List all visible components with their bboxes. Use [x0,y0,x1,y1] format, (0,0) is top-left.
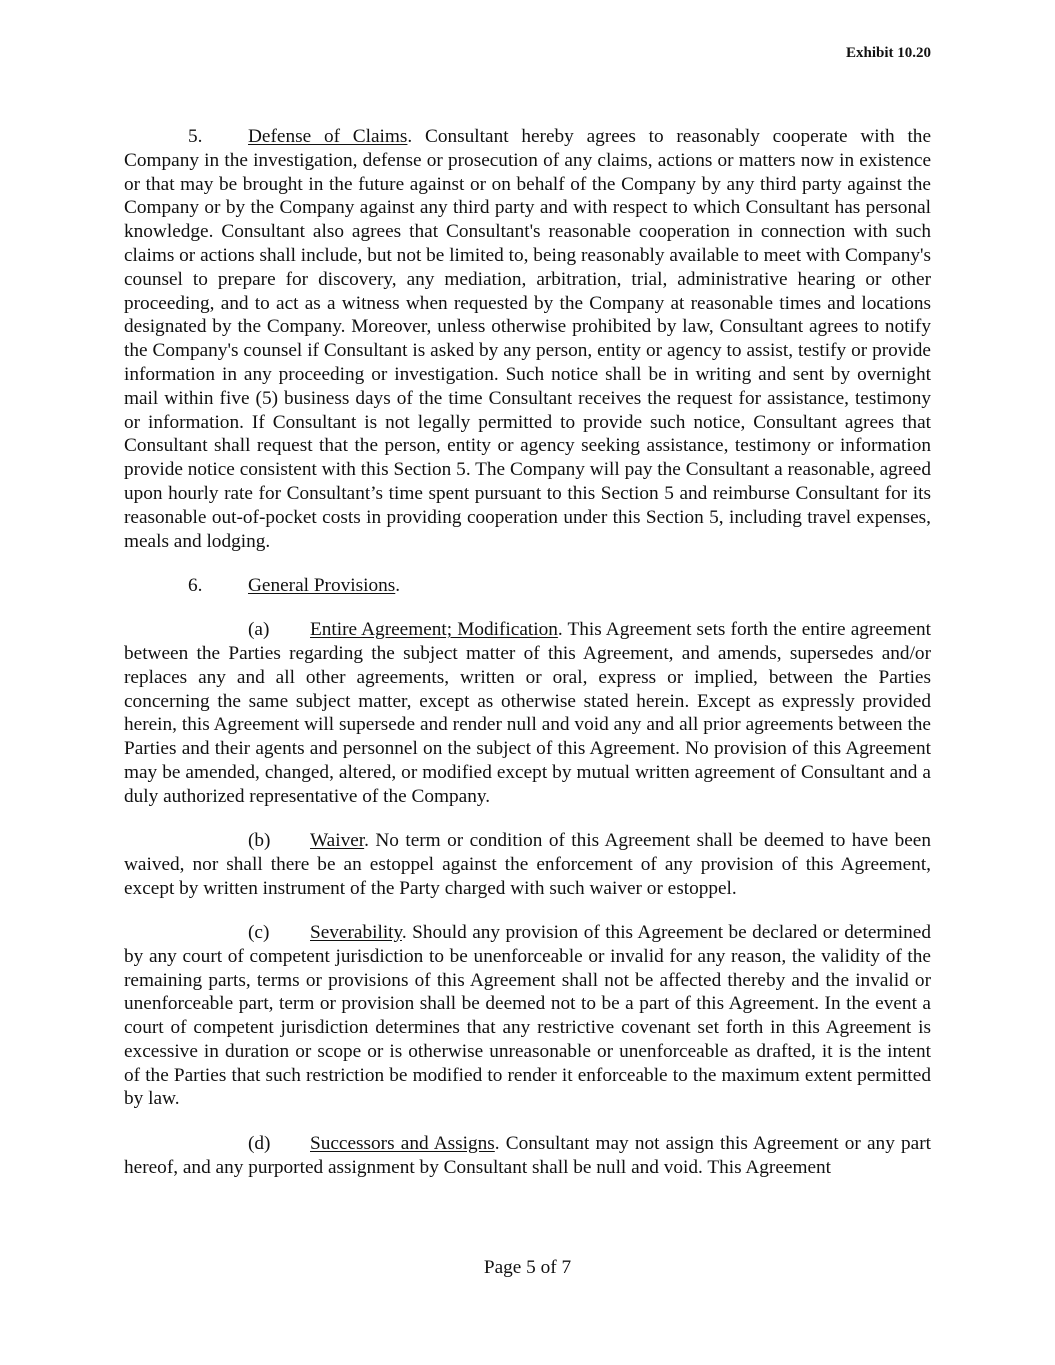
section-6-title-punct: . [395,574,401,596]
document-body [124,125,931,1200]
section-6a-text: This Agreement sets forth the entire agreement between the Parties regarding the subject matter of this Agreement, and amends, supersedes and/or replaces any and all other agreements, written or oral, express or implied, between the Parties concerning the same subject matter, except as otherwise stated herein. Except as expressly provided herein, this Agreement will supersede and render null and void any and all prior agreements between the Parties and their agents and personnel on the subject of this Agreement. No provision of this Agreement may be amended, changed, altered, or modified except by mutual written agreement of Consultant and a duly authorized representative of the Company. [124,619,931,807]
section-6b-title-punct: . [364,830,369,852]
section-6a-number: (a) [248,619,270,641]
section-5-title-punct: . [407,126,413,147]
section-6b-title: Waiver [310,830,365,852]
section-5-paragraph [124,125,931,553]
section-6b-number: (b) [248,830,271,852]
section-6c-number: (c) [248,921,270,943]
section-6b-text: No term or condition of this Agreement shall be deemed to have been waived, nor shall there be an estoppel against the enforcement of any provision of this Agreement, except by written instrument of the Party charged with such waiver or estoppel. [124,830,931,899]
section-6d-paragraph [124,1132,931,1180]
section-6d-text: Consultant may not assign this Agreement or any part hereof, and any purported assignment by Consultant shall be null and void. This Agreement [124,1132,931,1178]
section-6a-title: Entire Agreement; Modification [310,619,558,641]
section-6d-title-punct: . [494,1132,500,1154]
section-6c-paragraph [124,921,931,1111]
section-6a-title-punct: . [557,619,563,641]
section-6-heading [124,574,931,598]
section-6a-paragraph [124,618,931,808]
section-6d-number: (d) [248,1132,271,1154]
section-5-title: Defense of Claims [248,126,408,147]
section-5-number: 5. [188,126,203,147]
section-6c-title: Severability [310,921,402,943]
section-6d-title: Successors and Assigns [310,1132,495,1154]
section-6b-paragraph [124,829,931,900]
section-6c-title-punct: . [401,921,407,943]
exhibit-label: Exhibit 10.20 [845,45,931,61]
section-6-number: 6. [188,574,203,596]
section-6-title: General Provisions [248,574,396,596]
page-number: Page 5 of 7 [483,1257,572,1278]
section-5-text: Consultant hereby agrees to reasonably cooperate with the Company in the investigation, defense or prosecution of any claims, actions or matters now in existence or that may be brought in the future against or on behalf of the Company by any third party against the Company or by the Company against any third party and with respect to which Consultant has personal knowledge. Consultant also agrees that Consultant's reasonable cooperation in connection with such claims or actions shall include, but not be limited to, being reasonably available to meet with Company's counsel to prepare for discovery, any mediation, arbitration, trial, administrative hearing or other proceeding, and to act as a witness when requested by the Company at reasonable times and locations designated by the Company. Moreover, unless otherwise prohibited by law, Consultant agrees to notify the Company's counsel if Consultant is asked by any person, entity or agency to assist, testify or provide information in any proceeding or investigation. Such notice shall be in writing and sent by overnight mail within five (5) business days of the time Consultant receives the request for assistance, testimony or information. If Consultant is not legally permitted to provide such notice, Consultant agrees that Consultant shall request that the person, entity or agency seeking assistance, testimony or information provide notice consistent with this Section 5. The Company will pay the Consultant a reasonable, agreed upon hourly rate for Consultant’s time spent pursuant to this Section 5 and reimburse Consultant for its reasonable out-of-pocket costs in providing cooperation under this Section 5, including travel expenses, meals and lodging. [124,126,931,552]
section-6c-text: Should any provision of this Agreement be declared or determined by any court of competent jurisdiction to be unenforceable or invalid for any reason, the validity of the remaining parts, terms or provisions of this Agreement shall not be affected thereby and the invalid or unenforceable part, term or provision shall be deemed not to be a part of this Agreement. In the event a court of competent jurisdiction determines that any restrictive covenant set forth in this Agreement is excessive in duration or scope or is otherwise unreasonable or unenforceable as drafted, it is the intent of the Parties that such restriction be modified to render it enforceable to the maximum extent permitted by law. [124,921,931,1110]
